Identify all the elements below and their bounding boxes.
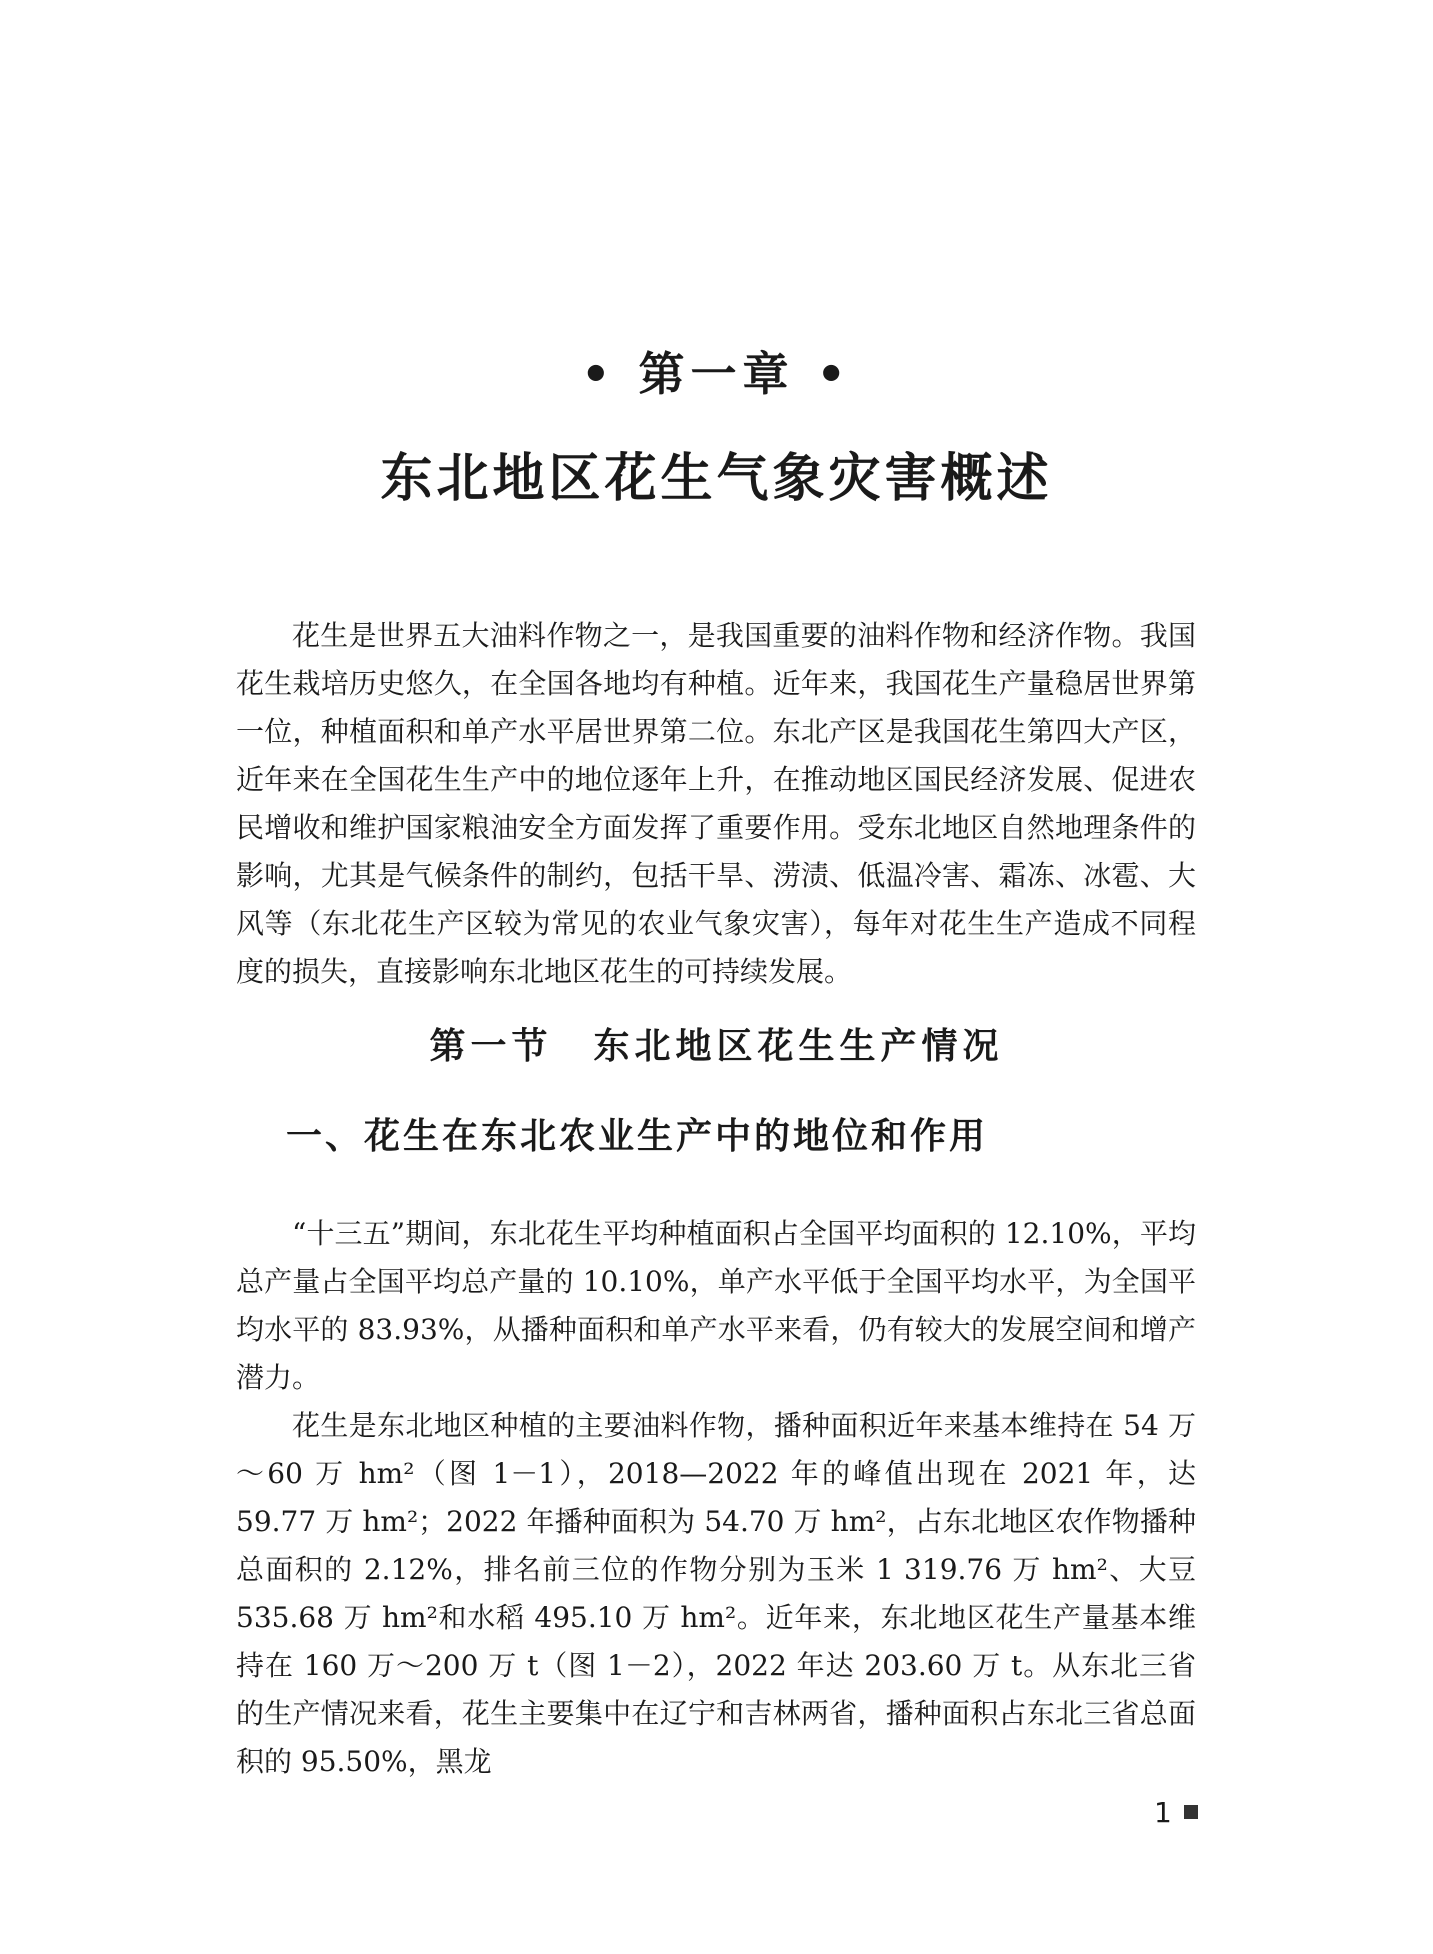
page-footer xyxy=(1154,1796,1198,1829)
body-paragraph: “十三五”期间，东北花生平均种植面积占全国平均面积的 12.10%，平均总产量占全国平均总产量的 10.10%，单产水平低于全国平均水平，为全国平均水平的 83.93%，从播种面积和单产水平来看，仍有较大的发展空间和增产潜力。 xyxy=(236,1217,1196,1394)
subsection-heading: 一、花生在东北农业生产中的地位和作用 xyxy=(286,1116,989,1157)
body-paragraph: 花生是东北地区种植的主要油料作物，播种面积近年来基本维持在 54 万～60 万 hm²（图 1－1），2018—2022 年的峰值出现在 2021 年，达 59.77 万 hm²；2022 年播种面积为 54.70 万 hm²，占东北地区农作物播种总面积的 2.12%，排名前三位的作物分别为玉米 1 319.76 万 hm²、大豆 535.68 万 hm²和水稻 495.10 万 hm²。近年来，东北地区花生产量基本维持在 160 万～200 万 t（图 1－2），2022 年达 203.60 万 t。从东北三省的生产情况来看，花生主要集中在辽宁和吉林两省，播种面积占东北三省总面积的 95.50%，黑龙 xyxy=(236,1409,1196,1778)
chapter-title: 东北地区花生气象灾害概述 xyxy=(380,448,1053,509)
page-number: 1 xyxy=(1154,1796,1172,1829)
intro-paragraph: 花生是世界五大油料作物之一，是我国重要的油料作物和经济作物。我国花生栽培历史悠久，在全国各地均有种植。近年来，我国花生产量稳居世界第一位，种植面积和单产水平居世界第二位。东北产区是我国花生第四大产区，近年来在全国花生生产中的地位逐年上升，在推动地区国民经济发展、促进农民增收和维护国家粮油安全方面发挥了重要作用。受东北地区自然地理条件的影响，尤其是气候条件的制约，包括干旱、涝渍、低温冷害、霜冻、冰雹、大风等（东北花生产区较为常见的农业气象灾害），每年对花生生产造成不同程度的损失，直接影响东北地区花生的可持续发展。 xyxy=(236,619,1196,988)
section-title: 第一节 东北地区花生生产情况 xyxy=(429,1025,1004,1067)
square-marker-icon xyxy=(1184,1805,1198,1819)
chapter-label: • 第一章 • xyxy=(581,347,852,401)
